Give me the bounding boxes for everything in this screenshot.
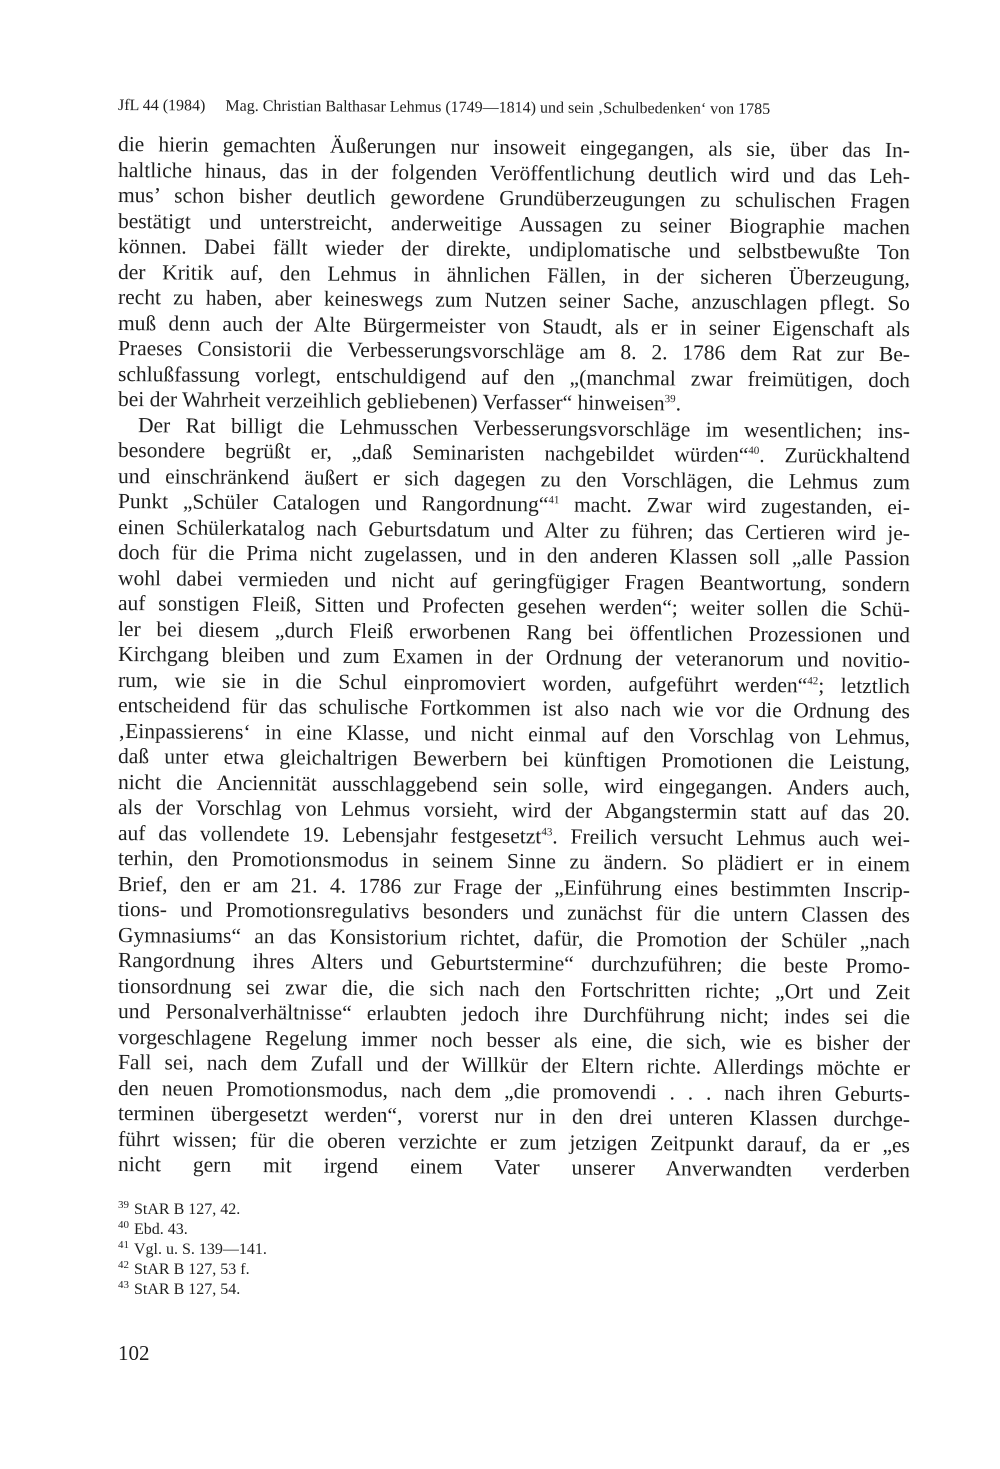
text-line: können. Dabei fällt wieder der direkte, undiplomatische und selbstbewußte Ton — [117, 234, 911, 265]
footnote-text: StAR B 127, 53 f. — [134, 1261, 250, 1278]
text-line: schlußfassung vorlegt, entschuldigend auf den „(manchmal zwar freimütigen, doch — [117, 361, 911, 392]
line-text: Punkt „Schüler Catalogen und Rangordnung“ — [117, 489, 549, 517]
text-line: bei der Wahrheit verzeihlich gebliebenen) Verfasser“ hinweisen$^{39}$. — [117, 387, 682, 416]
text-line: recht zu haben, aber keineswegs zum Nutzen seiner Sache, anzuschlagen pflegt. So — [117, 285, 911, 316]
running-header — [118, 96, 920, 121]
text-line: führt wissen; für die oberen verzichte er zum jetzigen Zeitpunkt darauf, da er „es — [117, 1126, 911, 1157]
footnote-ref: 43 — [541, 825, 553, 838]
footnote-number: 40 — [118, 1218, 129, 1231]
line-text: macht. Zwar wird zugestanden, ei- — [559, 492, 911, 520]
text-line: ‚Einpassierens‘ in eine Klasse, und nicht einmal auf den Vorschlag von Lehmus, — [117, 718, 911, 749]
text-line: Kirchgang bleiben und zum Examen in der Ordnung der veteranorum und novitio- — [117, 642, 911, 673]
body-text — [117, 132, 911, 1183]
footnote-text: StAR B 127, 42. — [134, 1201, 241, 1218]
text-line: ler bei diesem „durch Fleiß erworbenen Rang bei öffentlichen Prozessionen und — [117, 616, 911, 647]
text-line: Brief, den er am 21. 4. 1786 zur Frage der „Einführung eines bestimmten Inscrip- — [117, 871, 911, 902]
footnote — [118, 1220, 518, 1240]
text-line: Gymnasiums“ an das Konsistorium richtet, dafür, die Promotion der Schüler „nach — [117, 922, 911, 953]
line-text: . Zurückhaltend — [759, 443, 911, 469]
text-line: nicht die Anciennität ausschlaggebend sein solle, wird eingegangen. Anders auch, — [117, 769, 911, 800]
footnote-number: 41 — [118, 1238, 129, 1251]
footnote-text: Vgl. u. S. 139—141. — [134, 1241, 267, 1258]
text-line: Praeses Consistorii die Verbesserungsvorschläge am 8. 2. 1786 dem Rat zur Be- — [117, 336, 911, 367]
line-text: auf das vollendete 19. Lebensjahr festgesetzt — [117, 820, 542, 848]
text-line: tions- und Promotionsregulativs besonders und zunächst für die untern Classen des — [117, 897, 911, 928]
running-title: Mag. Christian Balthasar Lehmus (1749—1814) und sein ‚Schulbedenken‘ von 1785 — [225, 97, 771, 118]
footnote — [118, 1240, 518, 1260]
text-line: die hierin gemachten Äußerungen nur insoweit eingegangen, als sie, über das In- — [117, 132, 911, 163]
footnote-number: 39 — [118, 1198, 129, 1211]
line-text: bei der Wahrheit verzeihlich gebliebenen) Verfasser“ hinweisen — [117, 387, 665, 416]
footnote-ref: 42 — [807, 674, 819, 687]
text-line: den neuen Promotionsmodus, nach dem „die promovendi . . . nach ihren Geburts- — [117, 1075, 911, 1106]
text-line: als der Vorschlag von Lehmus vorsieht, wird der Abgangstermin statt auf das 20. — [117, 795, 911, 826]
text-line: doch für die Prima nicht zugelassen, und in den anderen Klassen soll „alle Passion — [117, 540, 911, 571]
line-text: . Freilich versucht Lehmus auch wei- — [552, 823, 911, 851]
text-line: bestätigt und unterstreicht, anderweitige Aussagen zu seiner Biographie machen — [117, 208, 911, 239]
text-line: terhin, den Promotionsmodus in seinem Sinne zu ändern. So plädiert er in einem — [117, 846, 911, 877]
text-line: haltliche hinaus, das in der folgenden Veröffentlichung deutlich wird und das Leh- — [117, 157, 911, 188]
text-line: mus’ schon bisher deutlich gewordene Grundüberzeugungen zu schulischen Fragen — [117, 183, 911, 214]
text-line: entscheidend für das schulische Fortkommen ist also nach wie vor die Ordnung des — [117, 693, 911, 724]
footnote-ref: 40 — [748, 444, 760, 457]
text-line: und Personalverhältnisse“ erlaubten jedoch ihre Durchführung nicht; indes sei die — [117, 999, 911, 1030]
text-line: und einschränkend äußert er sich dagegen zu den Vorschlägen, die Lehmus zum — [117, 463, 911, 494]
footnote-text: StAR B 127, 54. — [134, 1281, 241, 1298]
page-number: 102 — [118, 1341, 150, 1365]
line-text: besondere begrüßt er, „daß Seminaristen nachgebildet würden“ — [117, 438, 749, 467]
text-line: wohl dabei vermieden und nicht auf geringfügiger Fragen Beantwortung, sondern — [117, 565, 911, 596]
journal-reference: JfL 44 (1984) — [117, 97, 206, 115]
text-line: einen Schülerkatalog nach Geburtsdatum und Alter zu führen; das Certieren wird je- — [117, 514, 911, 545]
footnote — [118, 1260, 518, 1280]
footnote — [118, 1200, 518, 1220]
footnote-number: 43 — [118, 1278, 129, 1291]
line-text: ; letztlich — [818, 673, 911, 698]
text-line: tionsordnung sei zwar die, die sich nach den Fortschritten richte; „Ort und Zeit — [117, 973, 911, 1004]
footnote-ref: 41 — [548, 494, 560, 507]
line-text: rum, wie sie in die Schul einpromoviert worden, aufgeführt werden“ — [117, 667, 808, 697]
text-line: vorgeschlagene Regelung immer noch besser als eine, die sich, wie es bisher der — [117, 1024, 911, 1055]
text-line: der Kritik auf, den Lehmus in ähnlichen Fällen, in der sicheren Überzeugung, — [117, 259, 911, 290]
text-line: Fall sei, nach dem Zufall und der Willkür der Eltern richte. Allerdings möchte er — [117, 1050, 911, 1081]
text-line: Rangordnung ihres Alters und Geburtstermine“ durchzuführen; die beste Promo- — [117, 948, 911, 979]
text-line: Der Rat billigt die Lehmusschen Verbesserungsvorschläge im wesentlichen; ins- — [137, 412, 911, 443]
text-line: auf sonstigen Fleiß, Sitten und Profecten gesehen werden“; weiter sollen die Schü- — [117, 591, 911, 622]
footnotes — [118, 1200, 518, 1300]
text-line: muß denn auch der Alte Bürgermeister von Staudt, als er in seiner Eigenschaft als — [117, 310, 911, 341]
text-line: terminen übergesetzt werden“, vorerst nur in den drei unteren Klassen durchge- — [117, 1101, 911, 1132]
footnote-number: 42 — [118, 1258, 129, 1271]
footnote — [118, 1280, 518, 1300]
footnote-ref: 39 — [664, 393, 676, 406]
text-line: daß unter etwa gleichaltrigen Bewerbern bei künftigen Promotionen die Leistung, — [117, 744, 911, 775]
text-line: nicht gern mit irgend einem Vater unserer Anverwandten verderben — [117, 1152, 911, 1183]
footnote-text: Ebd. 43. — [134, 1221, 188, 1238]
